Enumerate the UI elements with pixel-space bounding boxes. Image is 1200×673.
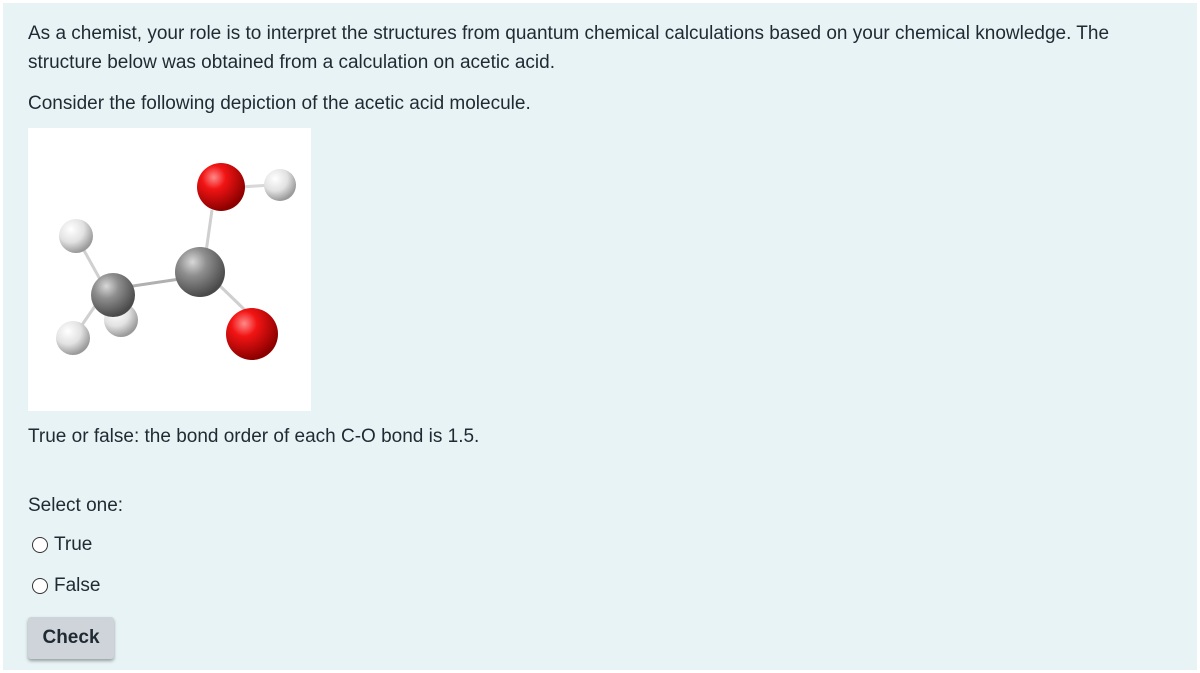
option-false[interactable] — [32, 571, 100, 600]
question-text: True or false: the bond order of each C-O bond is 1.5. — [28, 426, 480, 447]
intro-text: As a chemist, your role is to interpret the structures from quantum chemical calculations based on your chemical knowledge. The structure below was obtained from a calculation on acetic acid. — [28, 23, 1110, 73]
hydrogen-atom-lower — [56, 321, 90, 355]
question-panel — [3, 3, 1197, 670]
option-true[interactable] — [32, 530, 92, 559]
acetic-acid-molecule-image — [28, 128, 311, 411]
option-true-label[interactable]: True — [54, 534, 93, 555]
molecule-drawing — [28, 128, 311, 411]
select-one-label: Select one: — [28, 495, 124, 516]
bond-c-o-double — [218, 284, 248, 313]
check-button[interactable]: Check — [28, 617, 114, 659]
radio-true[interactable] — [32, 537, 48, 553]
hydrogen-atom-hydroxyl — [264, 169, 296, 201]
option-false-label[interactable]: False — [54, 575, 101, 596]
radio-false[interactable] — [32, 578, 48, 594]
oxygen-atom-hydroxyl — [197, 163, 245, 211]
carbon-atom-methyl — [91, 273, 135, 317]
carbon-atom-carbonyl — [175, 247, 225, 297]
consider-text: Consider the following depiction of the acetic acid molecule. — [28, 93, 531, 114]
hydrogen-atom-upper — [59, 219, 93, 253]
oxygen-atom-carbonyl — [226, 308, 278, 360]
